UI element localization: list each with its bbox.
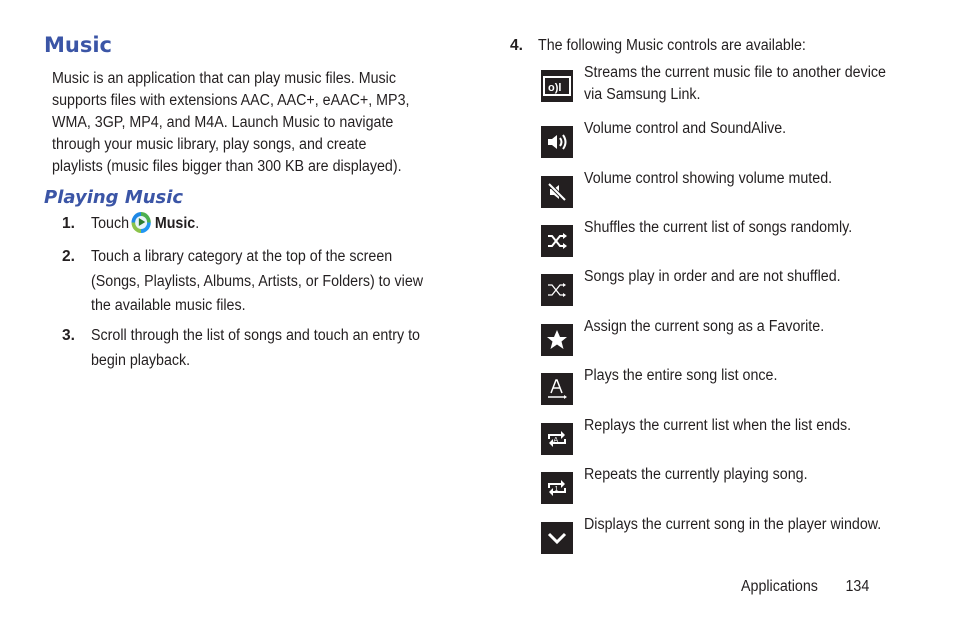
page-title: Music [44,33,112,57]
control-row [541,516,901,556]
control-row [541,268,901,308]
control-description: Assign the current song as a Favorite. [584,318,825,335]
control-row [541,170,901,210]
volume-muted-icon [541,176,573,208]
shuffle-off-icon [541,274,573,306]
control-description: Replays the current list when the list ends. [584,417,852,434]
svg-text:A: A [553,437,559,444]
control-row [541,466,901,506]
control-description: Streams the current music file to another device via Samsung Link. [584,64,886,103]
control-description: Songs play in order and are not shuffled. [584,268,841,285]
step-number: 4. [510,37,523,54]
control-row [541,64,901,104]
section-heading: Playing Music [44,187,184,208]
play-all-once-icon [541,373,573,405]
step-text: Touch a library category at the top of the screen (Songs, Playlists, Albums, Artists, or Folders) to view the available music files. [91,248,424,314]
repeat-all-icon [541,423,573,455]
control-description: Displays the current song in the player window. [584,516,882,533]
volume-icon [541,126,573,158]
control-row [541,367,901,407]
page-footer [741,578,869,596]
app-name: Music [154,215,196,232]
control-description: Volume control showing volume muted. [584,170,833,187]
favorite-star-icon [541,324,573,356]
shuffle-on-icon [541,225,573,257]
music-app-icon [132,212,151,233]
minimize-player-icon [541,522,573,554]
control-row [541,318,901,358]
svg-text:1: 1 [554,486,559,493]
page-number: 134 [845,578,870,595]
control-row [541,417,901,457]
step-text-post: . [195,215,200,232]
step-number: 2. [62,248,75,265]
control-row [541,120,901,160]
step-number: 3. [62,327,75,344]
control-description: Shuffles the current list of songs randomly. [584,219,853,236]
step-text [91,212,441,237]
step-text: The following Music controls are available: [538,37,806,54]
control-row [541,219,901,259]
repeat-one-icon [541,472,573,504]
control-description: Volume control and SoundAlive. [584,120,787,137]
footer-section: Applications [741,578,818,595]
step-text: Scroll through the list of songs and touch an entry to begin playback. [91,327,420,369]
svg-text:o)l: o)l [548,82,562,94]
samsung-link-icon [541,70,573,102]
step-number: 1. [62,215,75,232]
step-text-pre: Touch [91,215,130,232]
control-description: Plays the entire song list once. [584,367,778,384]
intro-paragraph: Music is an application that can play music files. Music supports files with extensions AAC, AAC+, eAAC+, MP3, WMA, 3GP, MP4, and M4A. Launch Music to navigate through your music library, play songs, and create playlists (music files bigger than 300 KB are displayed). [52,70,410,175]
control-description: Repeats the currently playing song. [584,466,808,483]
